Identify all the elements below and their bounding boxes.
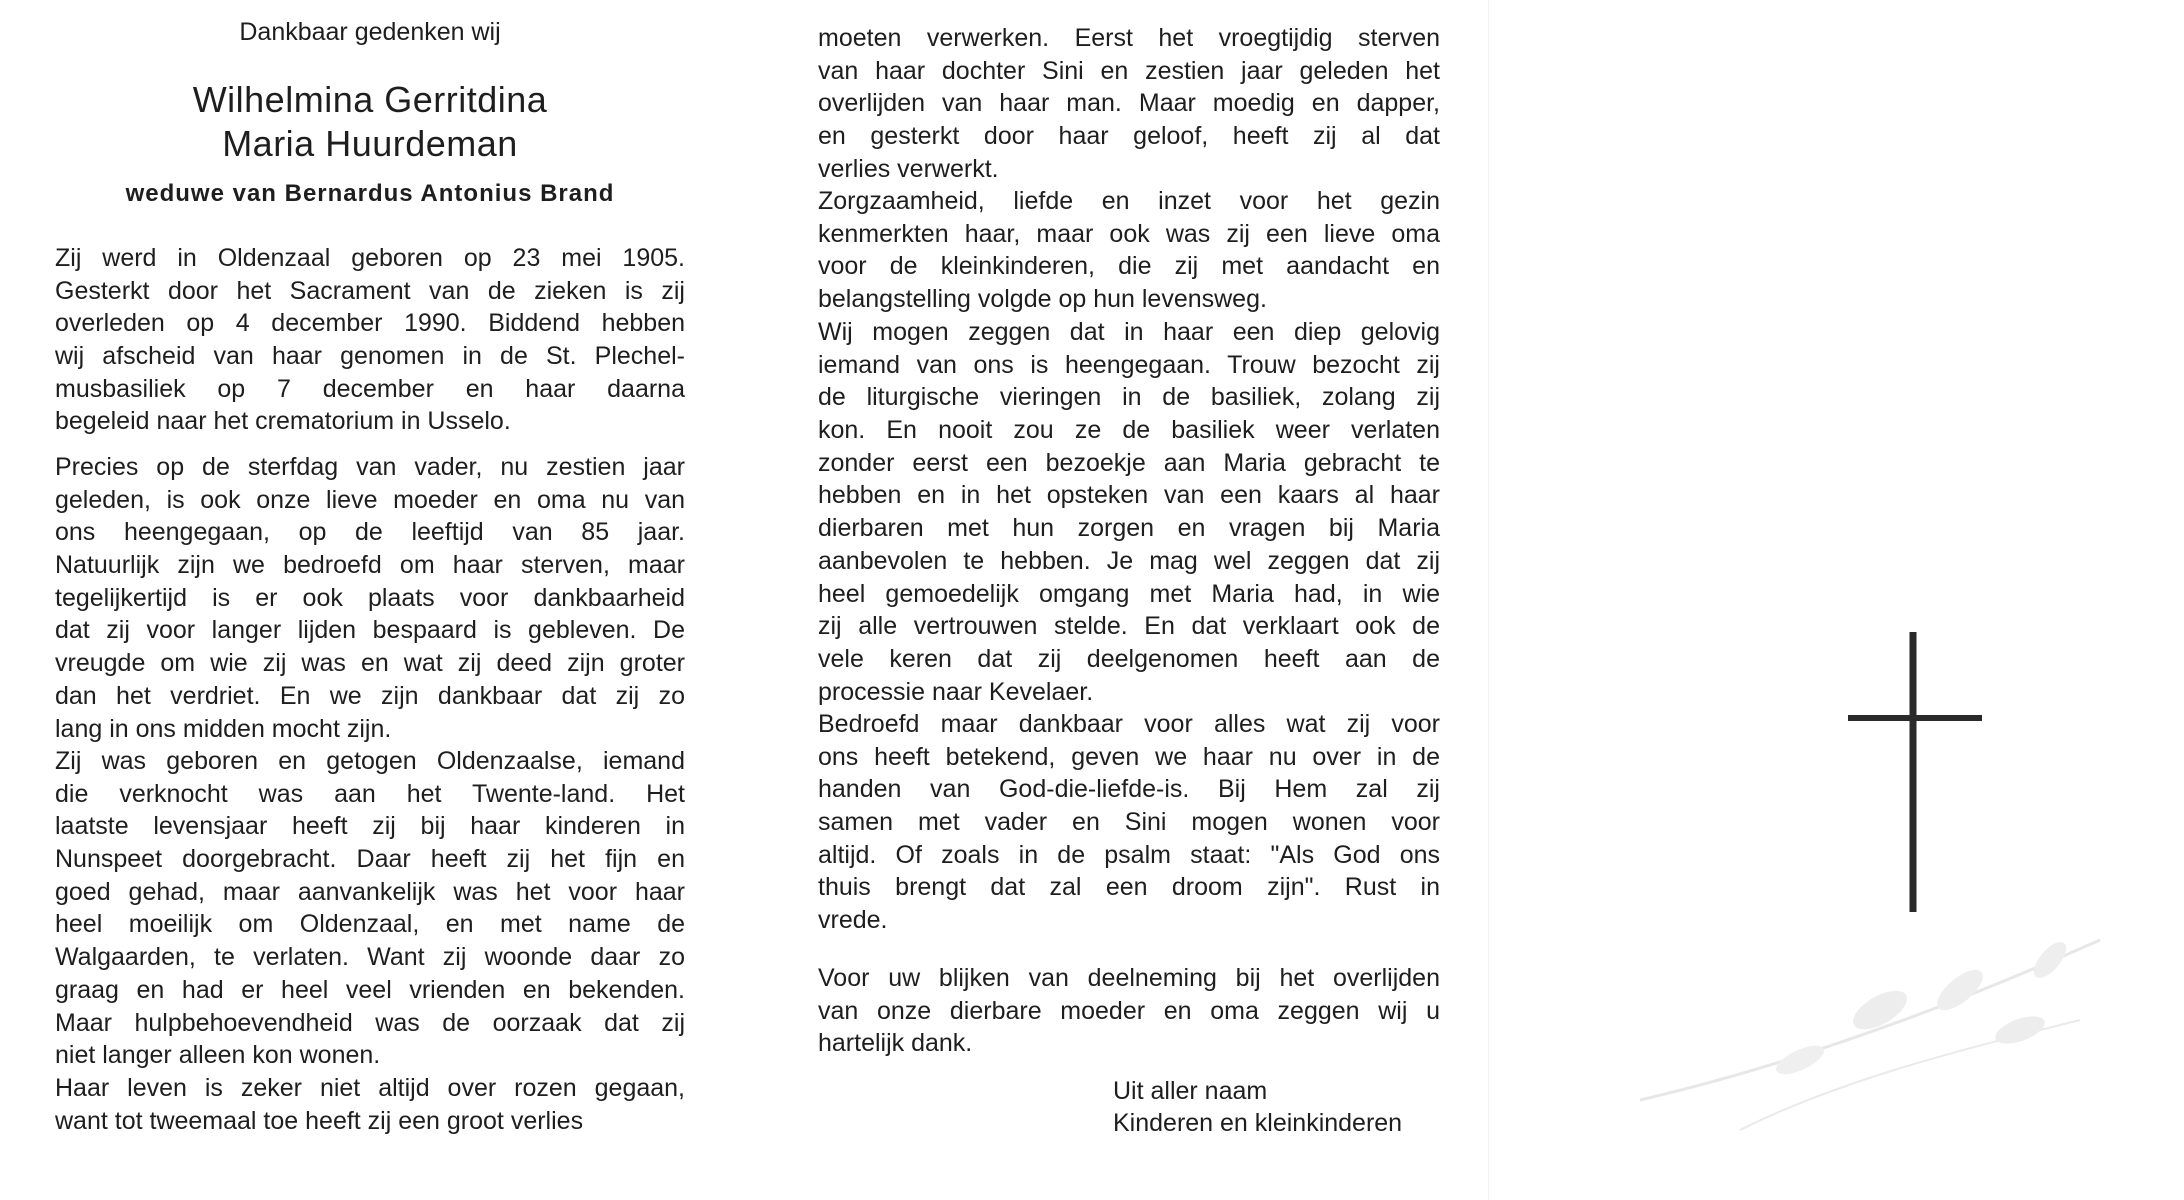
text-line: laatste levensjaar heeft zij bij haar kinderen in <box>55 812 685 841</box>
text-line: ons heengegaan, op de leeftijd van 85 jaar. <box>55 518 685 547</box>
text-line: Walgaarden, te verlaten. Want zij woonde daar zo <box>55 943 685 972</box>
name-line-2: Maria Huurdeman <box>222 123 518 164</box>
text-line: geleden, is ook onze lieve moeder en oma nu van <box>55 485 685 514</box>
text-line: vrede. <box>818 906 888 935</box>
left-paragraph-3 <box>55 745 685 1072</box>
cross-icon <box>1840 630 1990 920</box>
deceased-name <box>55 78 685 166</box>
text-line: Bedroefd maar dankbaar voor alles wat zij voor <box>818 710 1440 738</box>
signature-line-1: Uit aller naam <box>1113 1077 1268 1105</box>
text-line: Zij werd in Oldenzaal geboren op 23 mei 1905. <box>55 244 685 272</box>
text-line: heel gemoedelijk omgang met Maria had, in wie <box>818 579 1440 608</box>
text-line: handen van God-die-liefde-is. Bij Hem zal zij <box>818 775 1440 804</box>
text-line: tegelijkertijd is er ook plaats voor dankbaarheid <box>55 583 685 612</box>
text-line: Wij mogen zeggen dat in haar een diep gelovig <box>818 318 1440 346</box>
left-paragraph-1 <box>55 242 685 438</box>
text-line: en gesterkt door haar geloof, heeft zij al dat <box>818 122 1440 151</box>
text-line: niet langer alleen kon wonen. <box>55 1041 381 1070</box>
text-line: iemand van ons is heengegaan. Trouw bezocht zij <box>818 350 1440 379</box>
text-line: hartelijk dank. <box>818 1029 973 1058</box>
text-line: thuis brengt dat zal een droom zijn". Rust in <box>818 873 1440 902</box>
text-line: Zij was geboren en getogen Oldenzaalse, iemand <box>55 747 685 775</box>
text-line: wij afscheid van haar genomen in de St. Plechel- <box>55 342 685 371</box>
widow-of: weduwe van Bernardus Antonius Brand <box>125 180 615 207</box>
text-line: die verknocht was aan het Twente-land. Het <box>55 779 685 808</box>
text-line: de liturgische vieringen in de basiliek, zolang zij <box>818 383 1440 412</box>
text-line: Haar leven is zeker niet altijd over rozen gegaan, <box>55 1074 685 1102</box>
text-line: ons heeft betekend, geven we haar nu over in de <box>818 742 1440 771</box>
text-line: aanbevolen te hebben. Je mag wel zeggen dat zij <box>818 546 1440 575</box>
right-paragraph-2 <box>818 185 1440 316</box>
text-line: Maar hulpbehoevendheid was de oorzaak dat zij <box>55 1008 685 1037</box>
text-line: moeten verwerken. Eerst het vroegtijdig sterven <box>818 24 1440 52</box>
text-line: altijd. Of zoals in de psalm staat: "Als God ons <box>818 840 1440 869</box>
text-line: zonder eerst een bezoekje aan Maria gebracht te <box>818 448 1440 477</box>
thanks-paragraph <box>818 962 1440 1060</box>
text-line: want tot tweemaal toe heeft zij een groot verlies <box>55 1106 584 1135</box>
text-line: van onze dierbare moeder en oma zeggen wij u <box>818 996 1440 1025</box>
leaves-decoration <box>1620 900 2140 1160</box>
text-line: vele keren dat zij deelgenomen heeft aan de <box>818 644 1440 673</box>
text-line: goed gehad, maar aanvankelijk was het voor haar <box>55 877 685 906</box>
text-line: processie naar Kevelaer. <box>818 677 1094 706</box>
left-paragraph-2 <box>55 451 685 745</box>
right-paragraph-4 <box>818 708 1440 937</box>
name-line-1: Wilhelmina Gerritdina <box>192 79 548 120</box>
text-line: kenmerkten haar, maar ook was zij een lieve oma <box>818 219 1440 248</box>
text-line: kon. En nooit zou ze de basiliek weer verlaten <box>818 416 1440 445</box>
intro-heading: Dankbaar gedenken wij <box>239 18 501 46</box>
text-line: verlies verwerkt. <box>818 154 999 183</box>
text-line: hebben en in het opsteken van een kaars al haar <box>818 481 1440 510</box>
text-line: Precies op de sterfdag van vader, nu zestien jaar <box>55 453 685 481</box>
text-line: Gesterkt door het Sacrament van de zieken is zij <box>55 276 685 305</box>
text-line: musbasiliek op 7 december en haar daarna <box>55 374 685 403</box>
text-line: Voor uw blijken van deelneming bij het overlijden <box>818 964 1440 992</box>
text-line: samen met vader en Sini mogen wonen voor <box>818 808 1440 837</box>
text-line: Natuurlijk zijn we bedroefd om haar sterven, maar <box>55 551 685 580</box>
text-line: vreugde om wie zij was en wat zij deed zijn groter <box>55 649 685 678</box>
text-line: belangstelling volgde op hun levensweg. <box>818 285 1267 314</box>
text-line: van haar dochter Sini en zestien jaar geleden het <box>818 56 1440 85</box>
text-line: dat zij voor langer lijden bespaard is gebleven. De <box>55 616 685 645</box>
text-line: heel moeilijk om Oldenzaal, en met name de <box>55 910 685 939</box>
text-line: dierbaren met hun zorgen en vragen bij Maria <box>818 514 1440 543</box>
left-paragraph-4 <box>55 1072 685 1137</box>
text-line: overlijden van haar man. Maar moedig en dapper, <box>818 89 1440 118</box>
text-line: dan het verdriet. En we zijn dankbaar dat zij zo <box>55 681 685 710</box>
right-paragraph-3 <box>818 316 1440 708</box>
text-line: Nunspeet doorgebracht. Daar heeft zij het fijn en <box>55 845 685 874</box>
text-line: overleden op 4 december 1990. Biddend hebben <box>55 309 685 338</box>
text-line: voor de kleinkinderen, die zij met aandacht en <box>818 252 1440 281</box>
right-paragraph-1 <box>818 22 1440 185</box>
signature-line-2: Kinderen en kleinkinderen <box>1113 1109 1403 1137</box>
text-line: begeleid naar het crematorium in Usselo. <box>55 407 511 436</box>
text-line: Zorgzaamheid, liefde en inzet voor het gezin <box>818 187 1440 215</box>
text-line: graag en had er heel veel vrienden en bekenden. <box>55 975 685 1004</box>
text-line: lang in ons midden mocht zijn. <box>55 714 392 743</box>
text-line: zij alle vertrouwen stelde. En dat verklaart ook de <box>818 612 1440 641</box>
